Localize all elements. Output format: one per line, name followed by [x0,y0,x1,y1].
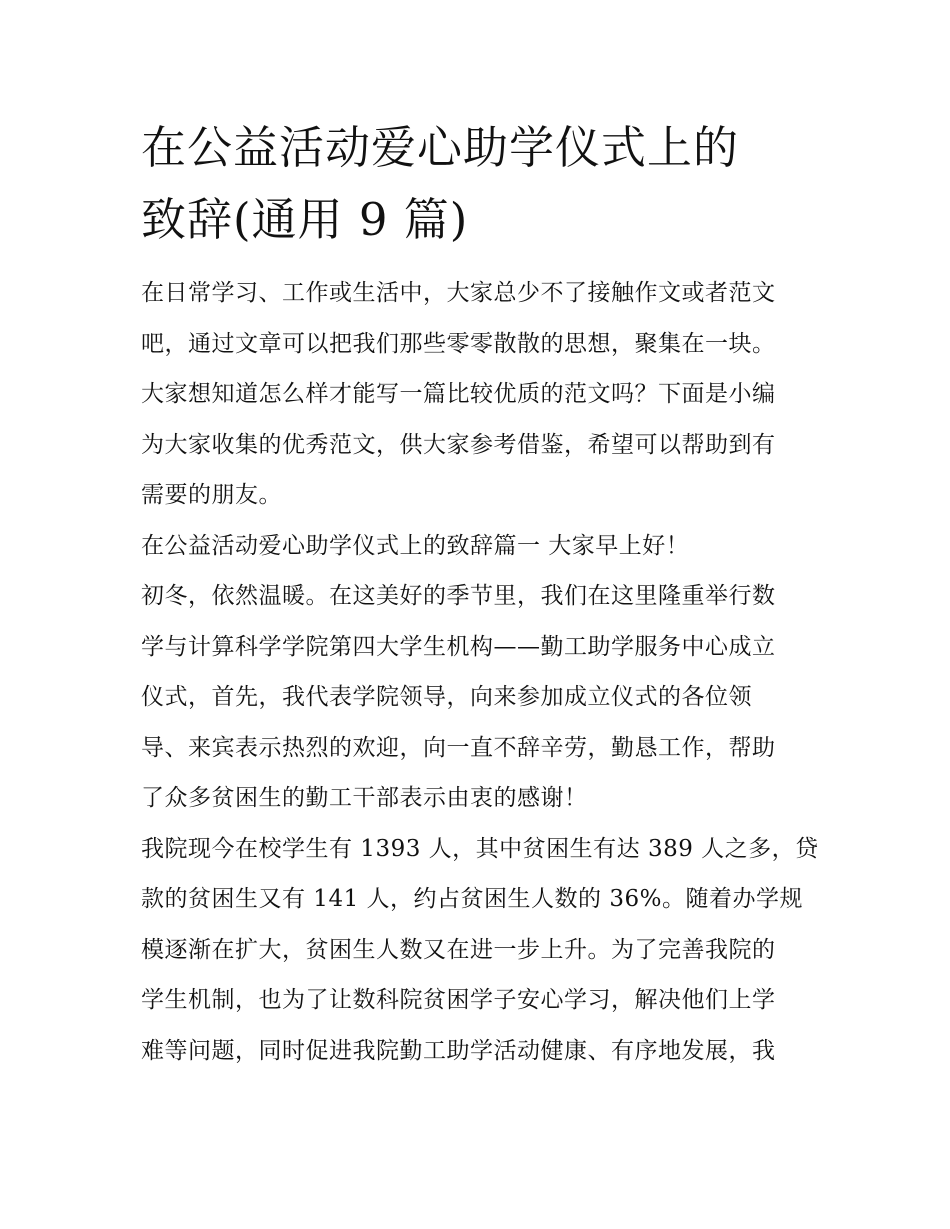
document-body [141,268,819,1076]
body-line: 学生机制，也为了让数科院贫困学子安心学习，解决他们上学 [141,987,776,1013]
body-line: 吧，通过文章可以把我们那些零零散散的思想，聚集在一块。 [141,330,776,357]
body-line: 为大家收集的优秀范文，供大家参考借鉴，希望可以帮助到有 [141,431,776,458]
body-line: 导、来宾表示热烈的欢迎，向一直不辞辛劳，勤恳工作，帮助 [141,734,776,761]
body-line: 了众多贫困生的勤工干部表示由衷的感谢！ [141,785,588,811]
body-line: 难等问题，同时促进我院勤工助学活动健康、有序地发展，我 [141,1037,776,1064]
document-title [141,112,813,256]
body-line: 仪式，首先，我代表学院领导，向来参加成立仪式的各位领 [141,684,752,710]
body-line: 模逐渐在扩大，贫困生人数又在进一步上升。为了完善我院的 [141,936,776,963]
title-line-1: 在公益活动爱心助学仪式上的 [141,121,740,174]
section-heading-line: 在公益活动爱心助学仪式上的致辞篇一 大家早上好！ [141,532,690,559]
body-line: 初冬，依然温暖。在这美好的季节里，我们在这里隆重举行数 [141,583,776,609]
body-line: 学与计算科学学院第四大学生机构——勤工助学服务中心成立 [141,633,776,660]
document-page [141,112,819,1076]
body-line: 需要的朋友。 [141,482,282,508]
title-line-2: 致辞(通用 9 篇) [141,193,469,246]
body-line: 在日常学习、工作或生活中，大家总少不了接触作文或者范文 [141,280,776,306]
body-line: 款的贫困生又有 141 人，约占贫困生人数的 36%。随着办学规 [141,886,803,912]
body-line: 我院现今在校学生有 1393 人，其中贫困生有达 389 人之多，贷 [141,835,819,862]
body-line: 大家想知道怎么样才能写一篇比较优质的范文吗？下面是小编 [141,381,776,407]
